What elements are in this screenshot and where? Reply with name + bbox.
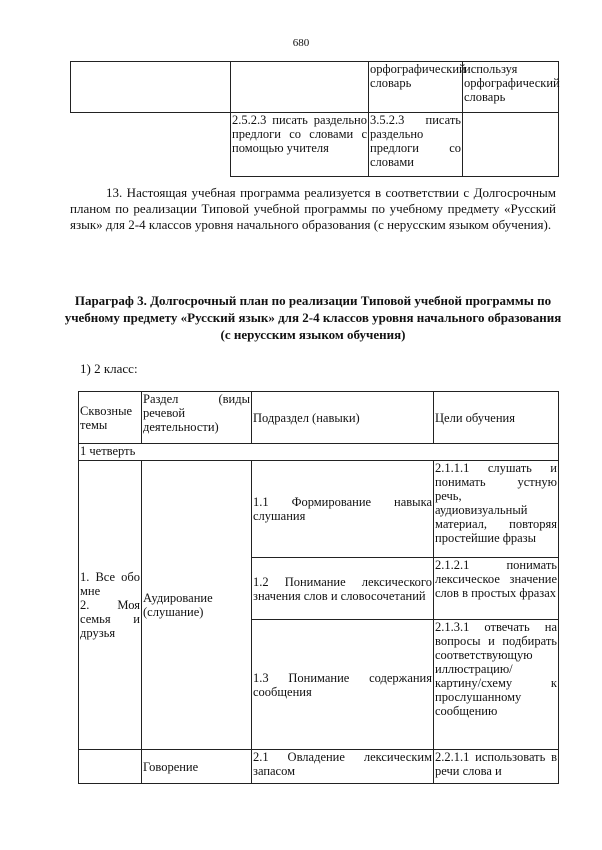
header-section: Раздел (виды речевой деятельности) xyxy=(142,392,252,444)
section-speaking: Говорение xyxy=(142,750,252,784)
top-table-cell: 3.5.2.3 писать раздельно предлоги со словами xyxy=(369,113,463,177)
subsection-1-1: 1.1 Формирование навыка слушания xyxy=(252,461,434,558)
section-heading: Параграф 3. Долгосрочный план по реализации Типовой учебной программы по учебному предмету «Русский язык» для 2-4 классов уровня начального образования (с нерусским языком обучения) xyxy=(64,293,562,342)
top-table-cell xyxy=(71,62,231,113)
top-table xyxy=(70,61,559,177)
goal-2-1-3-1: 2.1.3.1 отвечать на вопросы и подбирать соответствующую иллюстрацию/ картину/схему к прослушанному сообщению xyxy=(434,620,559,750)
goal-2-1-1-1: 2.1.1.1 слушать и понимать устную речь, аудиовизуальный материал, повторяя простейшие фразы xyxy=(434,461,559,558)
goal-2-2-1-1: 2.2.1.1 использовать в речи слова и xyxy=(434,750,559,784)
goal-2-1-2-1: 2.1.2.1 понимать лексическое значение слов в простых фразах xyxy=(434,558,559,620)
top-table-cell xyxy=(463,113,559,177)
subsection-1-3: 1.3 Понимание содержания сообщения xyxy=(252,620,434,750)
quarter-row: 1 четверть xyxy=(79,444,559,461)
section-listening: Аудирование (слушание) xyxy=(142,461,252,750)
grade-subheading: 1) 2 класс: xyxy=(80,361,138,376)
page-number: 680 xyxy=(292,37,310,49)
subsection-2-1: 2.1 Овладение лексическим запасом xyxy=(252,750,434,784)
cross-cutting-theme: 1. Все обо мне 2. Моя семья и друзья xyxy=(79,461,142,750)
subsection-1-2: 1.2 Понимание лексического значения слов и словосочетаний xyxy=(252,558,434,620)
cross-cutting-theme-empty xyxy=(79,750,142,784)
paragraph-13: 13. Настоящая учебная программа реализуется в соответствии с Долгосрочным планом по реализации Типовой учебной программы по учебному предмету «Русский язык» для 2-4 классов уровня начального образования (с нерусским языком обучения). xyxy=(70,185,556,232)
header-themes: Сквозные темы xyxy=(79,392,142,444)
top-table-cell: орфографический словарь xyxy=(369,62,463,113)
header-goals: Цели обучения xyxy=(434,392,559,444)
top-table-cell: используя орфографический словарь xyxy=(463,62,559,113)
header-subsection: Подраздел (навыки) xyxy=(252,392,434,444)
long-term-plan-table xyxy=(78,391,559,784)
top-table-cell xyxy=(231,62,369,113)
top-table-cell: 2.5.2.3 писать раздельно предлоги со словами с помощью учителя xyxy=(231,113,369,177)
top-table-cell xyxy=(71,113,231,177)
